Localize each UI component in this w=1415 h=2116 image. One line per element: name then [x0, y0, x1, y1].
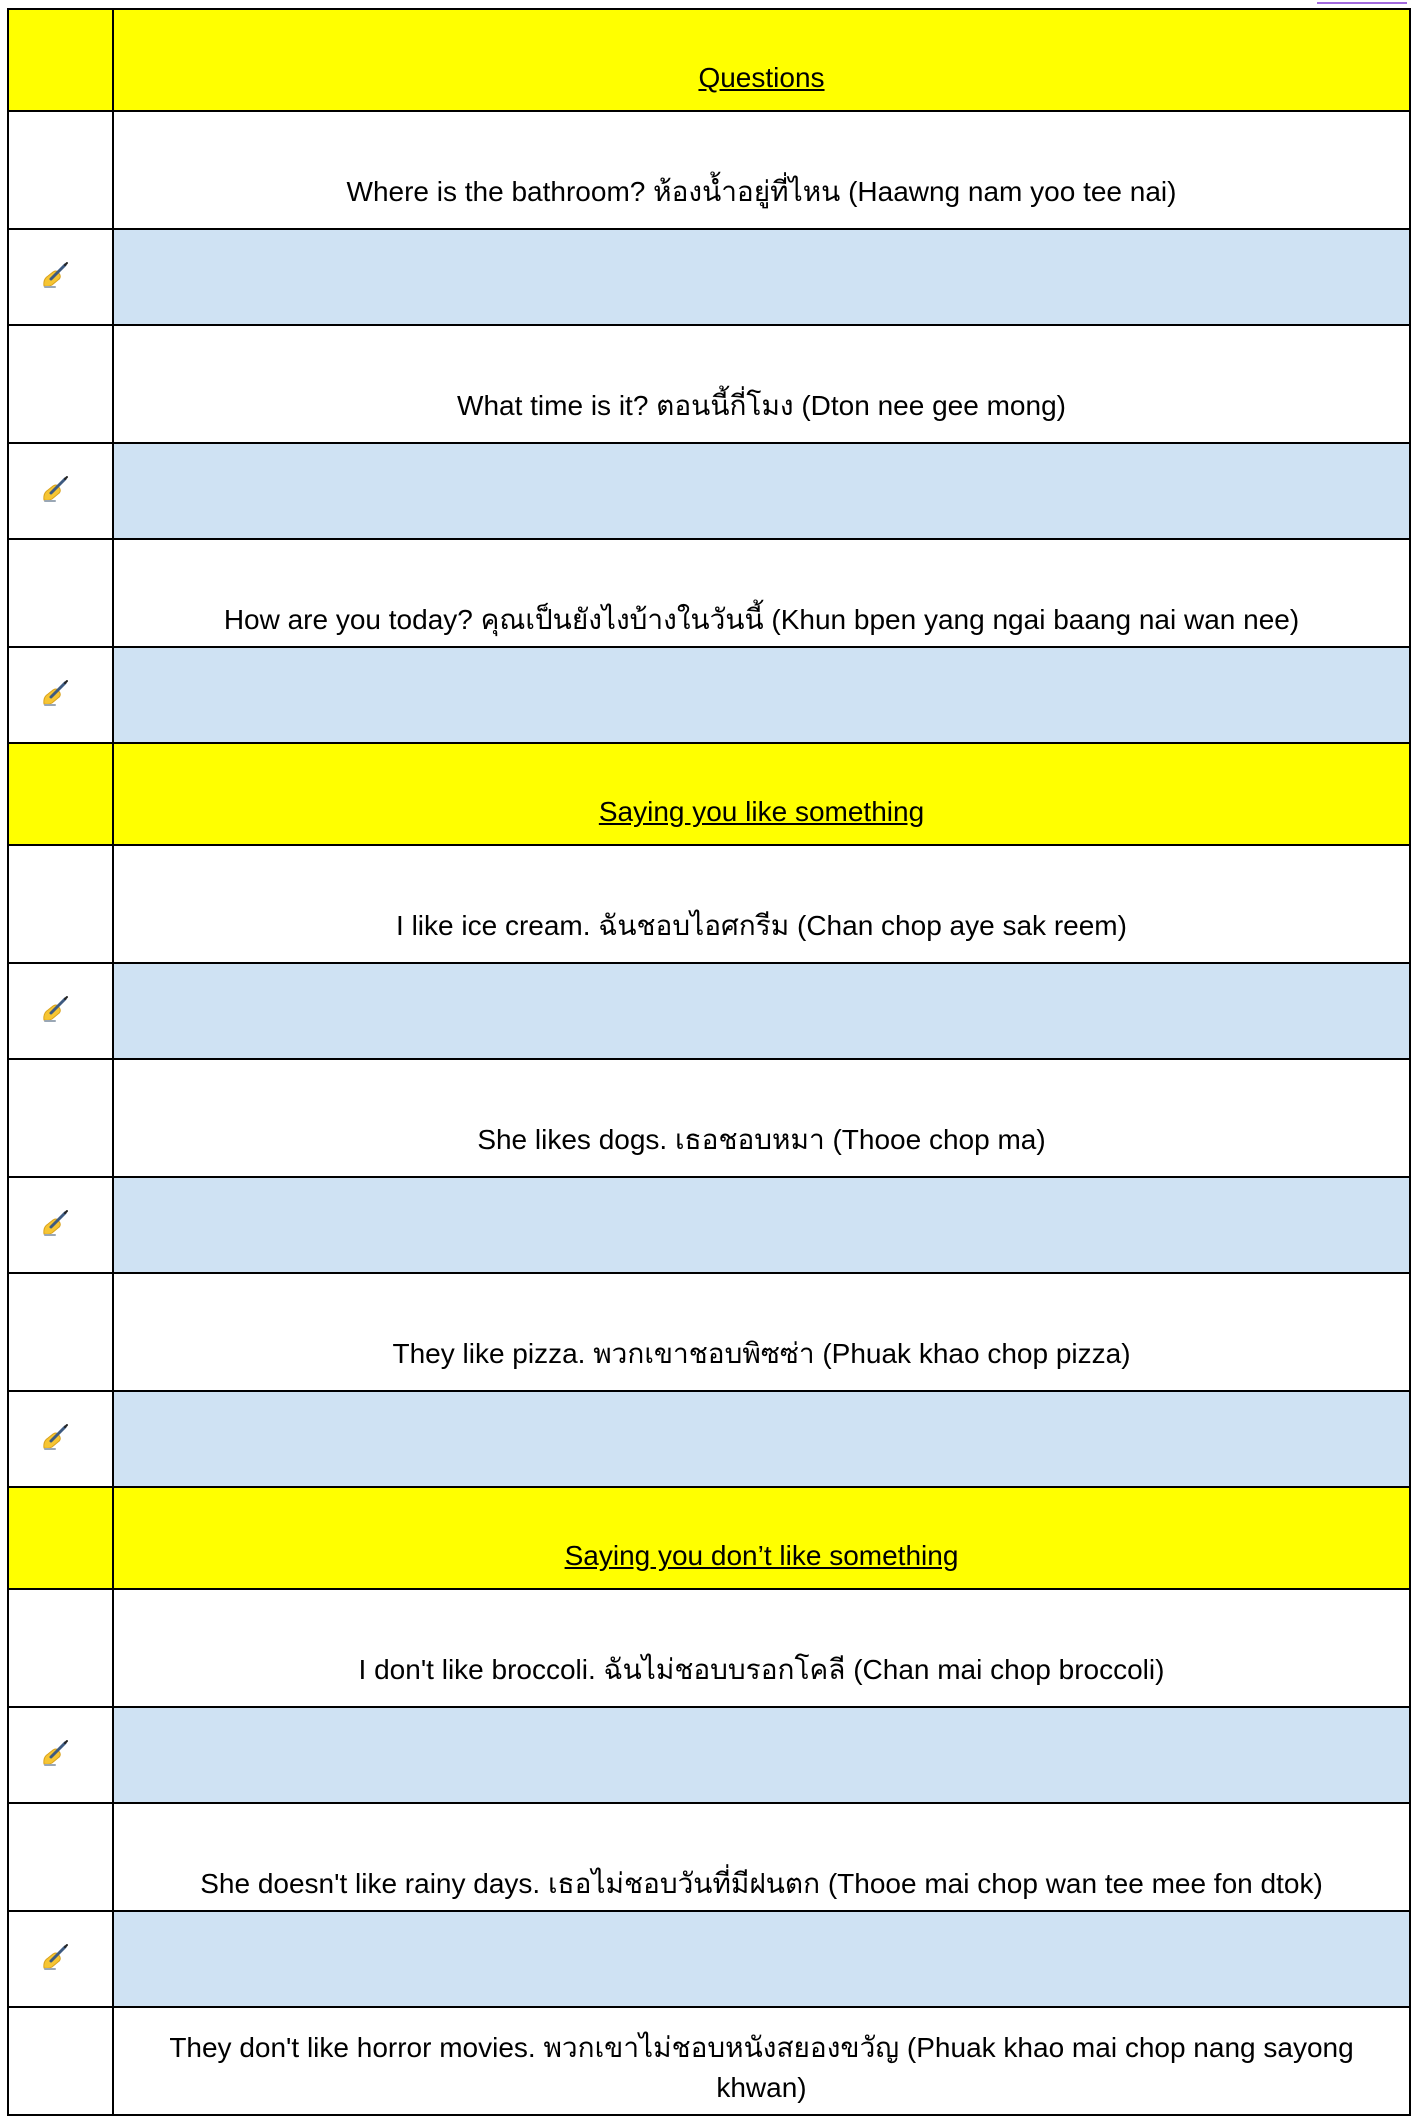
phrase-icon-cell	[8, 539, 113, 647]
writing-hand-icon	[39, 1422, 69, 1452]
phrase-text: I don't like broccoli. ฉันไม่ชอบบรอกโคลี (Chan mai chop broccoli)	[113, 1589, 1410, 1707]
answer-row	[8, 647, 1410, 743]
worksheet-body	[8, 9, 1410, 2115]
section-icon-cell	[8, 9, 113, 111]
answer-row	[8, 1391, 1410, 1487]
answer-icon-cell	[8, 1707, 113, 1803]
answer-row	[8, 443, 1410, 539]
phrase-row	[8, 845, 1410, 963]
phrase-row	[8, 2007, 1410, 2115]
section-header-cell	[113, 743, 1410, 845]
phrase-text: Where is the bathroom? ห้องน้ำอยู่ที่ไหน (Haawng nam yoo tee nai)	[113, 111, 1410, 229]
phrase-row	[8, 1059, 1410, 1177]
section-header-row	[8, 1487, 1410, 1589]
section-header-label: Saying you like something	[598, 796, 925, 827]
answer-icon-cell	[8, 1177, 113, 1273]
phrase-text: They like pizza. พวกเขาชอบพิซซ่า (Phuak khao chop pizza)	[113, 1273, 1410, 1391]
cut-off-link-fragment	[1317, 0, 1407, 4]
answer-input-cell[interactable]	[113, 1391, 1410, 1487]
writing-hand-icon	[39, 1208, 69, 1238]
phrase-row	[8, 111, 1410, 229]
answer-icon-cell	[8, 963, 113, 1059]
answer-row	[8, 229, 1410, 325]
section-header-cell	[113, 9, 1410, 111]
answer-icon-cell	[8, 1911, 113, 2007]
answer-input-cell[interactable]	[113, 443, 1410, 539]
section-header-row	[8, 9, 1410, 111]
phrase-icon-cell	[8, 1059, 113, 1177]
answer-input-cell[interactable]	[113, 647, 1410, 743]
phrase-row	[8, 1803, 1410, 1911]
writing-hand-icon	[39, 994, 69, 1024]
answer-icon-cell	[8, 647, 113, 743]
phrase-text: I like ice cream. ฉันชอบไอศกรีม (Chan chop aye sak reem)	[113, 845, 1410, 963]
writing-hand-icon	[39, 1738, 69, 1768]
phrase-row	[8, 325, 1410, 443]
answer-row	[8, 963, 1410, 1059]
phrase-text: They don't like horror movies. พวกเขาไม่ชอบหนังสยองขวัญ (Phuak khao mai chop nang sayong khwan)	[113, 2007, 1410, 2115]
answer-input-cell[interactable]	[113, 229, 1410, 325]
phrase-text: How are you today? คุณเป็นยังไงบ้างในวันนี้ (Khun bpen yang ngai baang nai wan nee)	[113, 539, 1410, 647]
phrase-row	[8, 1273, 1410, 1391]
phrase-icon-cell	[8, 325, 113, 443]
section-icon-cell	[8, 1487, 113, 1589]
section-header-label: Saying you don’t like something	[564, 1540, 959, 1571]
phrase-row	[8, 1589, 1410, 1707]
writing-hand-icon	[39, 260, 69, 290]
answer-input-cell[interactable]	[113, 1707, 1410, 1803]
phrase-icon-cell	[8, 1803, 113, 1911]
phrase-icon-cell	[8, 1273, 113, 1391]
answer-icon-cell	[8, 229, 113, 325]
phrase-row	[8, 539, 1410, 647]
phrase-icon-cell	[8, 1589, 113, 1707]
section-icon-cell	[8, 743, 113, 845]
writing-hand-icon	[39, 474, 69, 504]
phrase-icon-cell	[8, 111, 113, 229]
phrase-text: What time is it? ตอนนี้กี่โมง (Dton nee gee mong)	[113, 325, 1410, 443]
phrase-text: She doesn't like rainy days. เธอไม่ชอบวันที่มีฝนตก (Thooe mai chop wan tee mee fon dtok)	[113, 1803, 1410, 1911]
section-header-row	[8, 743, 1410, 845]
answer-input-cell[interactable]	[113, 1911, 1410, 2007]
phrase-worksheet-table	[7, 8, 1411, 2116]
answer-row	[8, 1177, 1410, 1273]
phrase-icon-cell	[8, 845, 113, 963]
writing-hand-icon	[39, 1942, 69, 1972]
answer-row	[8, 1707, 1410, 1803]
section-header-label: Questions	[698, 62, 825, 93]
answer-input-cell[interactable]	[113, 963, 1410, 1059]
phrase-text: She likes dogs. เธอชอบหมา (Thooe chop ma)	[113, 1059, 1410, 1177]
phrase-icon-cell	[8, 2007, 113, 2115]
section-header-cell	[113, 1487, 1410, 1589]
answer-icon-cell	[8, 443, 113, 539]
answer-input-cell[interactable]	[113, 1177, 1410, 1273]
answer-icon-cell	[8, 1391, 113, 1487]
answer-row	[8, 1911, 1410, 2007]
writing-hand-icon	[39, 678, 69, 708]
